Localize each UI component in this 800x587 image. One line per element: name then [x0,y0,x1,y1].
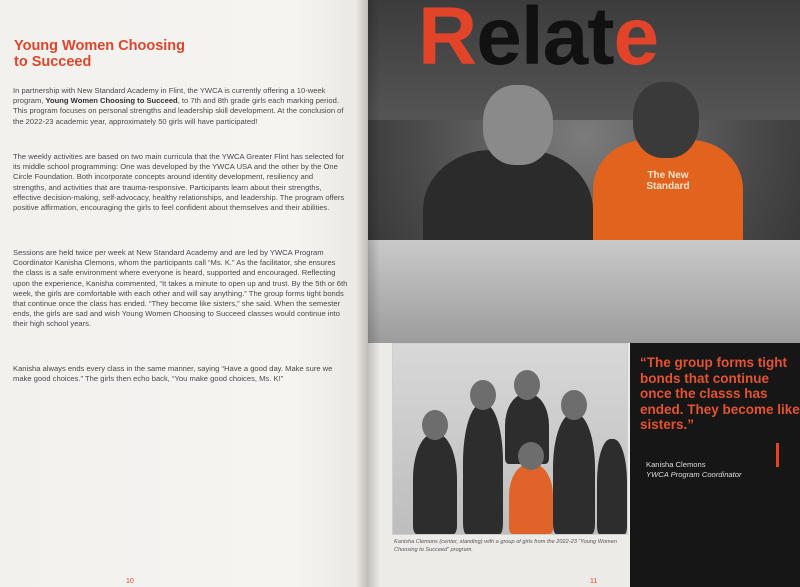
table-shape [368,240,800,343]
kanisha-head [518,442,544,470]
left-page [0,0,368,587]
group-girl-figure [413,434,457,534]
program-name-bold: Young Women Choosing to Succeed [45,96,178,106]
paragraph-sessions: Sessions are held twice per week at New Standard Academy and are led by YWCA Program Coordinator Kanisha Clemons, whom the participants call “Ms. K.” As the facilitator, she ensures the class is a safe environment where everyone is heard, supported and encouraged. Reflecting upon the experience, Kanisha commented, “It takes a minute to open up and trust. By the 5th or 6th week, the girls are comfortable with each other and will say anything.” The group forms tight bonds that continue once the class has ended. “They become like sisters,” she said. When the semester ends, the girls are sad and wish Young Women Choosing to Succeed classes would continue into their high school years. [13,248,348,329]
paragraph-intro [13,86,348,127]
pull-quote-box [630,343,800,587]
quote-attribution-name: Kanisha Clemons [646,460,706,469]
title-line-1: Young Women Choosing [14,38,186,54]
heading-letters-elat: elat [476,0,614,82]
group-girl-head [422,410,448,440]
pull-quote-text: “The group forms tight bonds that continue once the classs has ended. They become like sisters.” [640,355,800,432]
smiling-woman-head [483,85,553,165]
paragraph-closing: Kanisha always ends every class in the same manner, saying “Have a good day. Make sure we make good choices.” The girls then echo back, “You make good choices, Ms. K!” [13,364,333,384]
group-girl-head [514,370,540,400]
group-girl-head [470,380,496,410]
page-number-left: 10 [126,578,134,585]
group-girl-head [561,390,587,420]
section-heading-relate [418,0,659,82]
paragraph-intro-after: , to 7th and 8th grade girls each marking period. This program focuses on personal strengths and leadership skill development. At the conclusion of the 2022-23 academic year, approximately 50 girls will have participated! [13,96,344,126]
right-page [368,0,800,587]
shirt-logo-text: The New Standard [646,170,690,192]
heading-letter-e: e [613,0,659,82]
heading-letter-r: R [418,0,477,82]
title-line-2: to Succeed [14,54,92,70]
photo-caption: Kanisha Clemons (center, standing) with a group of girls from the 2022-23 “Young Women Choosing to Succeed” program. [394,539,617,553]
paragraph-curricula: The weekly activities are based on two main curricula that the YWCA Greater Flint has selected for its middle school programming: One was developed by the YWCA USA and the other by the One Circle Foundation. Both incorporate concepts around identity development, resiliency and strengths, and activities that are trauma-responsive. Participants learn about their strengths, effective decision-making, self-advocacy, healthy relationships, and leadership. The program offers positive affirmation, encouraging the girls to feel confident about themselves and their abilities. [13,152,345,213]
paragraph-intro-before: In partnership with New Standard Academy in Flint, the YWCA is currently offering a 10-week program, [13,86,326,106]
quote-attribution-role: YWCA Program Coordinator [646,470,742,479]
group-girl-figure [597,439,627,534]
group-girl-figure [463,404,503,534]
kanisha-figure [509,464,553,534]
page-number-right: 11 [590,578,598,585]
group-photo [392,343,628,535]
article-title [14,38,314,70]
accent-bar [776,443,779,467]
orange-shirt-student-head [633,82,699,158]
group-girl-figure [553,414,595,534]
